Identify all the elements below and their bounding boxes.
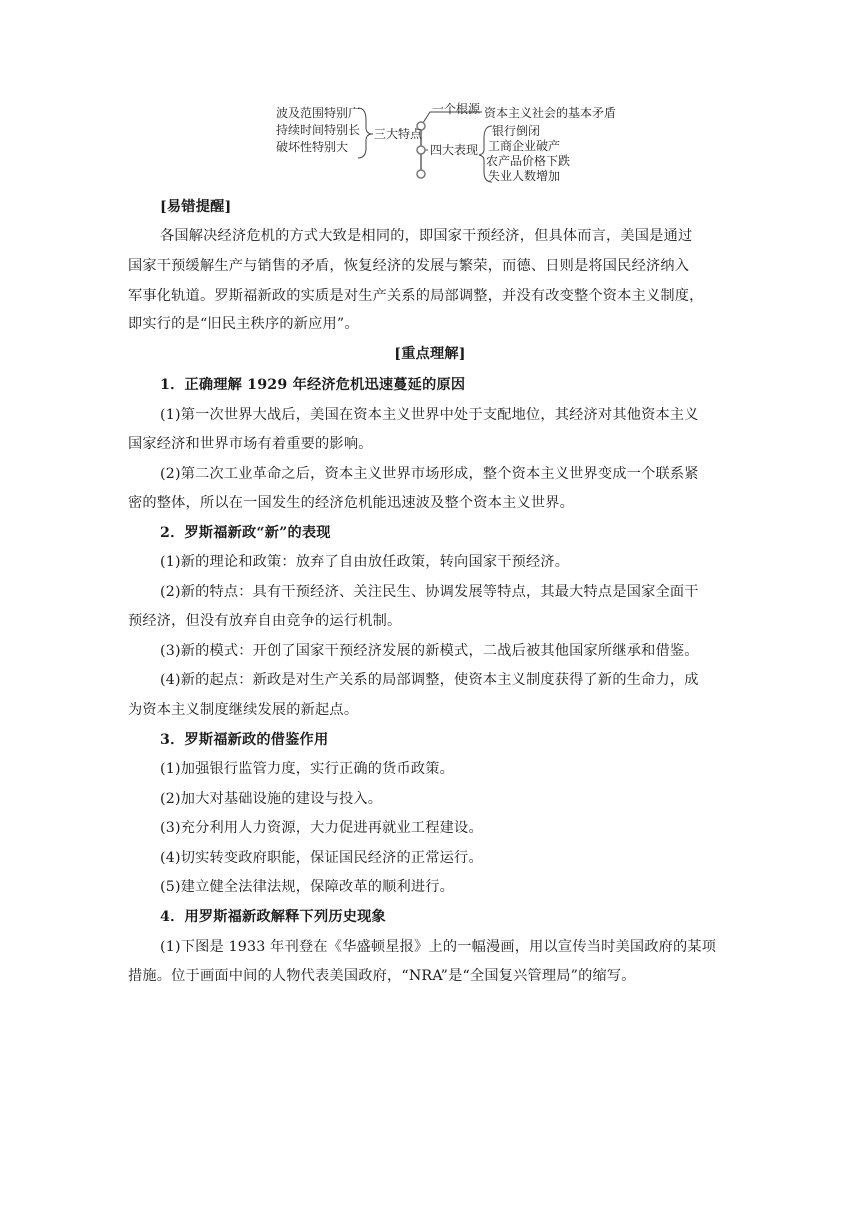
- key-title: [重点理解]: [394, 346, 466, 362]
- section-4-heading: 4．用罗斯福新政解释下列历史现象: [160, 909, 386, 925]
- diagram-show-item-2: 工商企业破产: [488, 139, 561, 153]
- section-3-heading: 3．罗斯福新政的借鉴作用: [160, 732, 329, 748]
- diagram-root-text: 资本主义社会的基本矛盾: [484, 106, 617, 120]
- diagram-root-label: 一个根源: [432, 102, 481, 116]
- s2-p1: (1)新的理论和政策：放弃了自由放任政策，转向国家干预经济。: [160, 554, 570, 570]
- warn-line-4: 即实行的是“旧民主秩序的新应用”。: [128, 316, 359, 332]
- s3-item-5: (5)建立健全法律法规，保障改革的顺利进行。: [160, 879, 455, 895]
- s2-p2-line-2: 预经济，但没有放弃自由竞争的运行机制。: [128, 613, 402, 629]
- s3-item-2: (2)加大对基础设施的建设与投入。: [160, 791, 383, 807]
- s1-p1-line-2: 国家经济和世界市场有着重要的影响。: [128, 436, 373, 452]
- s1-p2-line-2: 密的整体，所以在一国发生的经济危机能迅速波及整个资本主义世界。: [128, 495, 575, 511]
- diagram-show-label: 四大表现: [430, 143, 479, 157]
- s3-item-4: (4)切实转变政府职能，保证国民经济的正常运行。: [160, 850, 483, 866]
- diagram-show-item-1: 银行倒闭: [492, 124, 541, 138]
- section-2-heading: 2．罗斯福新政“新”的表现: [160, 525, 331, 541]
- s4-p1-line-1: (1)下图是 1933 年刊登在《华盛顿星报》上的一幅漫画，用以宣传当时美国政府的某项: [160, 939, 717, 955]
- warn-line-2: 国家干预缓解生产与销售的矛盾，恢复经济的发展与繁荣，而德、日则是将国民经济纳入: [128, 258, 690, 274]
- warn-line-3: 军事化轨道。罗斯福新政的实质是对生产关系的局部调整，并没有改变整个资本主义制度，: [128, 288, 704, 304]
- warn-line-1: 各国解决经济危机的方式大致是相同的，即国家干预经济，但具体而言，美国是通过: [160, 228, 693, 244]
- diagram-show-item-4: 失业人数增加: [488, 169, 561, 183]
- diagram-feature-1: 波及范围特别广: [276, 106, 361, 120]
- s2-p4-line-1: (4)新的起点：新政是对生产关系的局部调整，使资本主义制度获得了新的生命力，成: [160, 672, 699, 688]
- s1-p1-line-1: (1)第一次世界大战后，美国在资本主义世界中处于支配地位，其经济对其他资本主义: [160, 407, 699, 423]
- s3-item-3: (3)充分利用人力资源，大力促进再就业工程建设。: [160, 820, 483, 836]
- section-1-heading: 1．正确理解 1929 年经济危机迅速蔓延的原因: [160, 377, 466, 393]
- diagram-show-item-3: 农产品价格下跌: [486, 154, 571, 168]
- warn-title: [易错提醒]: [160, 199, 232, 215]
- s2-p3: (3)新的模式：开创了国家干预经济发展的新模式，二战后被其他国家所继承和借鉴。: [160, 643, 699, 659]
- concept-diagram: [270, 98, 630, 190]
- diagram-center-label: 三大特点: [374, 127, 423, 141]
- s3-item-1: (1)加强银行监管力度，实行正确的货币政策。: [160, 761, 455, 777]
- diagram-feature-2: 持续时间特别长: [276, 123, 361, 137]
- s2-p4-line-2: 为资本主义制度继续发展的新起点。: [128, 702, 359, 718]
- s4-p1-line-2: 措施。位于画面中间的人物代表美国政府，“NRA”是“全国复兴管理局”的缩写。: [128, 968, 636, 984]
- s2-p2-line-1: (2)新的特点：具有干预经济、关注民生、协调发展等特点，其最大特点是国家全面干: [160, 584, 699, 600]
- s1-p2-line-1: (2)第二次工业革命之后，资本主义世界市场形成，整个资本主义世界变成一个联系紧: [160, 466, 699, 482]
- diagram-feature-3: 破坏性特别大: [276, 140, 349, 154]
